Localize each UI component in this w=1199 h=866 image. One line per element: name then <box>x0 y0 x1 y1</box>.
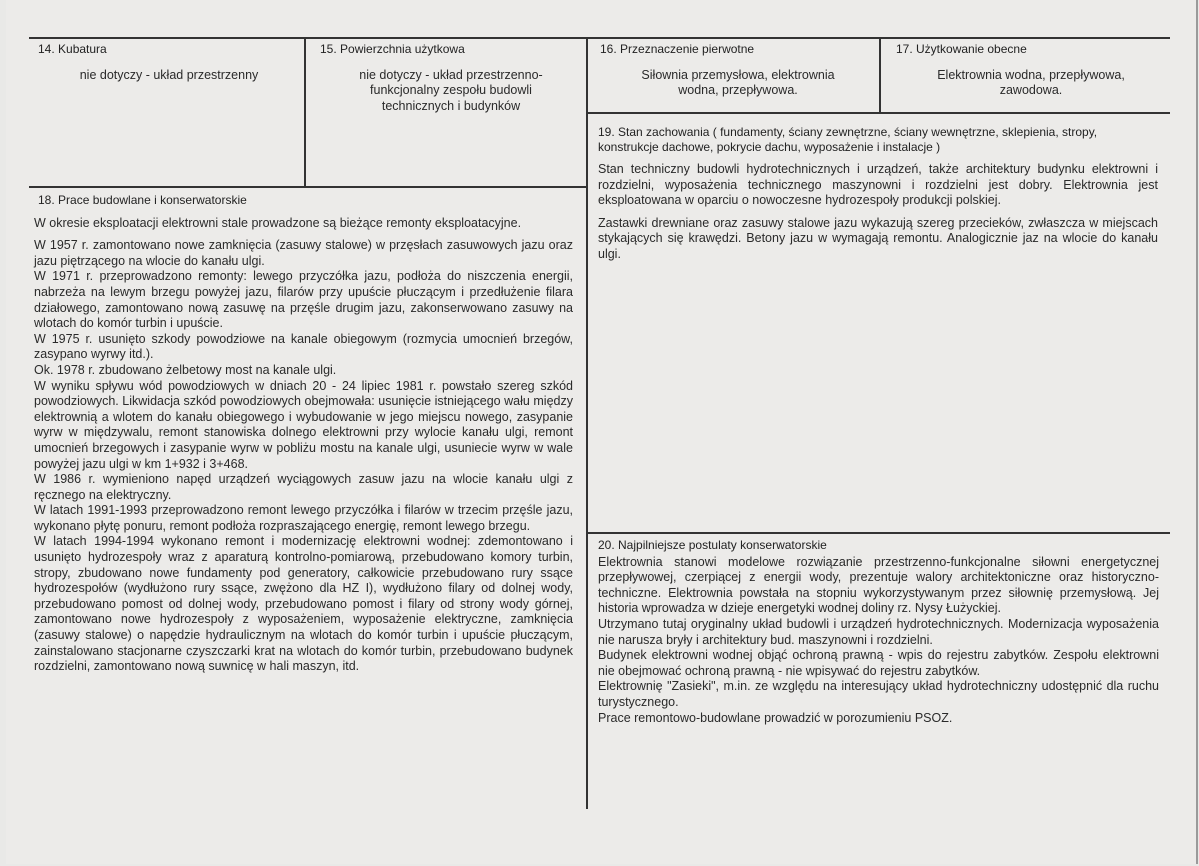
divider-14-15 <box>304 37 306 187</box>
field-20-body <box>598 555 1159 727</box>
center-divider <box>586 37 588 809</box>
field-18-paragraph: W okresie eksploatacji elektrowni stale prowadzone są bieżące remonty eksploatacyjne. <box>34 215 522 230</box>
top-border-line <box>29 37 1170 39</box>
field-20-postulaty <box>598 538 1159 726</box>
field-14-kubatura <box>38 42 300 83</box>
field18-top-line <box>29 186 586 188</box>
field-18-prace-budowlane <box>34 193 573 675</box>
field-20-paragraph: Elektrownię "Zasieki", m.in. ze względu na interesujący układ hydrotechniczny udostępnić dla ruchu turystycznego. <box>598 679 1159 709</box>
field-18-paragraph: W 1986 r. wymieniono napęd urządzeń wyciągowych zasuw jazu na wlocie kanału ulgi z ręcznego na elektryczny. <box>34 472 573 502</box>
field-19-paragraph: Zastawki drewniane oraz zasuwy stalowe jazu wykazują szereg przecieków, zwłaszcza w miejscach stykających się krawędzi. Betony jazu w wymagają remontu. Analogicznie jaz na wlocie do kanału ulgi. <box>598 215 1158 261</box>
divider-16-17 <box>879 37 881 113</box>
field-18-paragraph: Ok. 1978 r. zbudowano żelbetowy most na kanale ulgi. <box>34 362 337 377</box>
field-14-label: 14. Kubatura <box>38 42 107 56</box>
field-17-value: Elektrownia wodna, przepływowa, zawodowa. <box>937 67 1125 98</box>
field-16-value: Siłownia przemysłowa, elektrownia wodna, przepływowa. <box>641 67 835 98</box>
field-17-label: 17. Użytkowanie obecne <box>896 42 1027 56</box>
field-18-paragraph: W latach 1991-1993 przeprowadzono remont lewego przyczółka i filarów w trzecim przęśle jazu, wykonano płytę ponuru, remont podłoża rozpraszającego energię, remont lewego brzegu. <box>34 503 573 533</box>
field-19-paragraph: Stan techniczny budowli hydrotechnicznych i urządzeń, także architektury budynku elektrowni i rozdzielni, wyposażenia technicznego maszynowni i rozdzielni jest dobry. Elektrownia jest eksploatowana w oparciu o nowoczesne hydrozespoły produkcji polskiej. <box>598 162 1158 208</box>
field-18-paragraph: W wyniku spływu wód powodziowych w dniach 20 - 24 lipiec 1981 r. powstało szereg szkód powodziowych. Likwidacja szkód powodziowych obejmowała: usunięcie istniejącego wału między elektrownią a wlotem do kanału obiegowego i wybudowanie w jego miejscu nowego, zasypanie wyrw w międzywalu, remont stanowiska dolnego elektrowni przy wylocie kanału ulgi, remont umocnień brzegowych i zasypanie wyrw w pobliżu mostu na kanale ulgi, usuniecie wyrw w wale powyżej jazu ulgi w km 1+932 i 3+468. <box>34 378 573 471</box>
field-18-paragraph: W latach 1994-1994 wykonano remont i modernizację elektrowni wodnej: zdemontowano i usunięto hydrozespoły wraz z aparaturą kontrolno-pomiarową, przebudowano komory turbin, stropy, zbudowano nowe fundamenty pod generatory, całkowicie przebudowano rury ssące hydrozespołów (wydłużono rury ssące, zwężono dla HZ I), wydłużono filary od dolnej wody, przebudowano pomost od dolnej wody, przebudowano pomost i filary od strony wody górnej, zamontowano nowe hydrozespoły z wyposażeniem, wyposażenie elektryczne, zamknięcia (zasuwy stalowe) o napędzie hydraulicznym na wlotach do komór turbin i upuście płuczącym, zainstalowano stacjonarne czyszczarki krat na wlotach do komór turbin, przebudowano budynek rozdzielni, zamontowano nową suwnicę w hali maszyn, itd. <box>34 534 573 674</box>
field-19-stan-zachowania <box>598 125 1158 263</box>
field-18-paragraph: W 1957 r. zamontowano nowe zamknięcia (zasuwy stalowe) w przęsłach zasuwowych jazu oraz jazu piętrzącego na wlocie do kanału ulgi. <box>34 238 573 268</box>
field-17-uzytkowanie <box>896 42 1166 99</box>
field-18-body <box>34 216 573 675</box>
field-18-label: 18. Prace budowlane i konserwatorskie <box>38 193 247 207</box>
field-15-label: 15. Powierzchnia użytkowa <box>320 42 465 56</box>
row1-divider-right <box>586 112 1170 114</box>
field-20-paragraph: Prace remontowo-budowlane prowadzić w porozumieniu PSOZ. <box>598 710 953 725</box>
field-18-paragraph: W 1971 r. przeprowadzono remonty: lewego przyczółka jazu, podłoża do niszczenia energii, nabrzeża na lewym brzegu powyżej jazu, filarów przy upuście płuczącym i przedłużenie filara działowego, zamontowano nową zasuwę na przęśle drugim jazu, zakonserwowano zasuwy na wlotach do komór turbin i upuście. <box>34 269 573 331</box>
field-20-label: 20. Najpilniejsze postulaty konserwatorskie <box>598 538 827 552</box>
field-16-label: 16. Przeznaczenie pierwotne <box>600 42 755 56</box>
field-15-value: nie dotyczy - układ przestrzenno-funkcjonalny zespołu budowli technicznych i budynków <box>359 67 543 113</box>
field-19-body <box>598 162 1158 263</box>
field-20-paragraph: Utrzymano tutaj oryginalny układ budowli i urządzeń hydrotechnicznych. Modernizacja wyposażenia nie narusza bryły i architektury bud. maszynowni i rozdzielni. <box>598 616 1159 647</box>
field-20-paragraph: Elektrownia stanowi modelowe rozwiązanie przestrzenno-funkcjonalne siłowni energetycznej przepływowej, czerpiącej z energii wody, prezentuje walory architektoniczne oraz historyczno-techniczne. Elektrownia powstała na stopniu wykorzystywanym przez siłownię przemysłową. Jej historia wprowadza w dzieje energetyki wodnej doliny rz. Nysy Łużyckiej. <box>598 554 1159 616</box>
field-16-przeznaczenie <box>600 42 876 99</box>
field-14-value: nie dotyczy - układ przestrzenny <box>79 67 259 82</box>
field-18-paragraph: W 1975 r. usunięto szkody powodziowe na kanale obiegowym (rozmycia umocnień brzegów, zasypano wyrwy itd.). <box>34 331 573 362</box>
field20-top-line <box>586 532 1170 534</box>
field-15-powierzchnia <box>320 42 582 114</box>
field-20-paragraph: Budynek elektrowni wodnej objąć ochroną prawną - wpis do rejestru zabytków. Zespołu elektrowni nie obejmować ochroną prawną - nie wpisywać do rejestru zabytków. <box>598 648 1159 678</box>
field-19-label: 19. Stan zachowania ( fundamenty, ściany zewnętrzne, ściany wewnętrzne, sklepienia, stropy, konstrukcje dachowe, pokrycie dachu, wyposażenie i instalacje ) <box>598 125 1098 154</box>
